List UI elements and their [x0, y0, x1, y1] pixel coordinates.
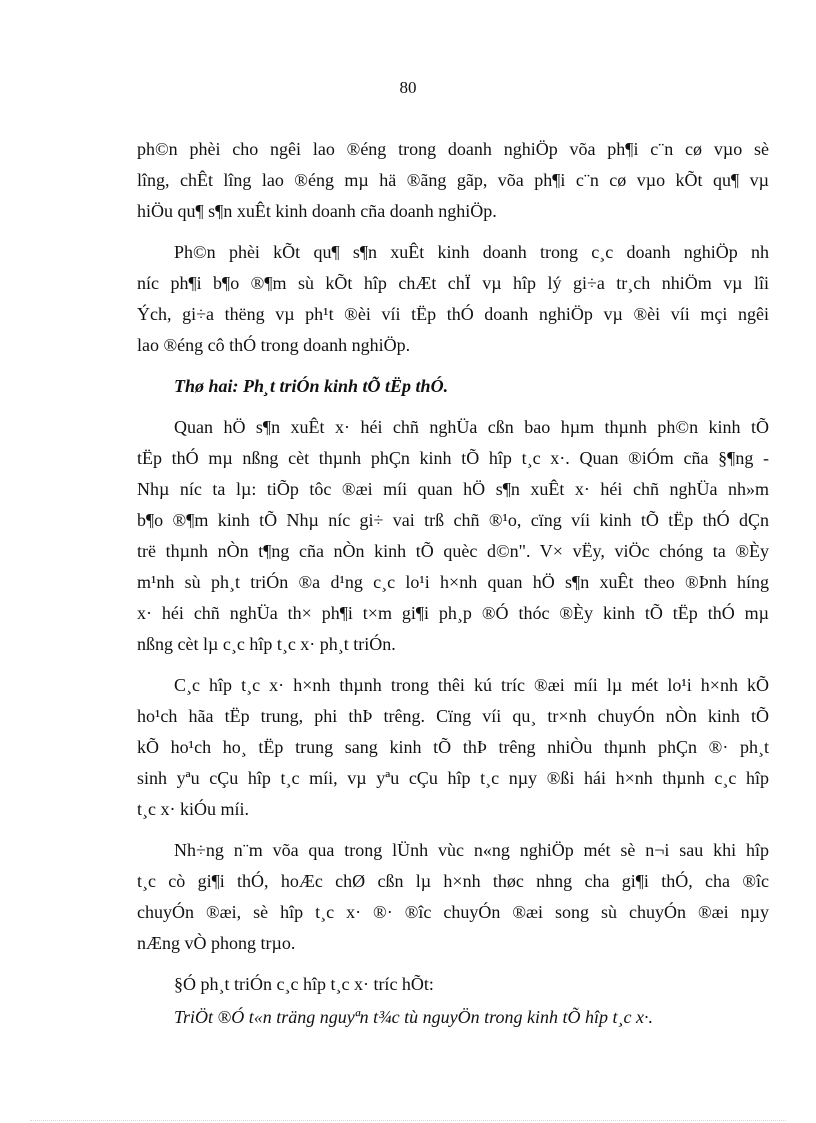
text-line: níc ph¶i b¶o ®¶m sù kÕt hîp chÆt chÏ vµ hîp lý gi÷a tr¸ch nhiÖm vµ lîi: [137, 273, 769, 293]
paragraph-7: TriÖt ®Ó t«n träng nguyªn t¾c tù nguyÖn trong kinh tÕ hîp t¸c x·.: [174, 1007, 653, 1027]
text-line: nßng cèt lµ c¸c hîp t¸c x· ph¸t triÓn.: [137, 634, 396, 654]
page-number: 80: [399, 78, 417, 97]
paragraph-1: [137, 134, 769, 227]
page-bottom-divider: [30, 1120, 786, 1121]
text-line: b¶o ®¶m kinh tÕ Nhµ níc gi÷ vai trß chñ ®¹o, cïng víi kinh tÕ tËp thÓ dÇn: [137, 510, 769, 530]
document-body: [137, 134, 769, 1033]
text-line: tËp thÓ mµ nßng cèt thµnh phÇn kinh tÕ hîp t¸c x·. Quan ®iÓm cña §¶ng -: [137, 448, 769, 468]
text-line: Ých, gi÷a thëng vµ ph¹t ®èi víi tËp thÓ doanh nghiÖp vµ ®èi víi mçi ngêi: [137, 304, 769, 324]
text-line: Nhµ níc ta lµ: tiÕp tôc ®æi míi quan hÖ s¶n xuÊt x· héi chñ nghÜa nh»m: [137, 479, 769, 499]
text-line: t¸c cò gi¶i thÓ, hoÆc chØ cßn lµ h×nh thøc nhng cha gi¶i thÓ, cha ®îc: [137, 871, 769, 891]
text-line: x· héi chñ nghÜa th× ph¶i t×m gi¶i ph¸p ®Ó thóc ®Èy kinh tÕ tËp thÓ mµ: [137, 603, 769, 623]
text-line: hiÖu qu¶ s¶n xuÊt kinh doanh cña doanh nghiÖp.: [137, 201, 497, 221]
text-line: trë thµnh nÒn t¶ng cña nÒn kinh tÕ quèc d©n". V× vËy, viÖc chóng ta ®Èy: [137, 541, 769, 561]
text-line: lîng, chÊt lîng lao ®éng mµ hä ®ãng gãp, võa ph¶i c¨n cø vµo kÕt qu¶ vµ: [137, 170, 769, 190]
text-line: C¸c hîp t¸c x· h×nh thµnh trong thêi kú tríc ®æi míi lµ mét lo¹i h×nh kÕ: [174, 675, 769, 695]
text-line: nÆng vÒ phong trµo.: [137, 933, 296, 953]
text-line: t¸c x· kiÓu míi.: [137, 799, 249, 819]
paragraph-4: [137, 670, 769, 825]
text-line: lao ®éng cô thÓ trong doanh nghiÖp.: [137, 335, 411, 355]
paragraph-6: §Ó ph¸t triÓn c¸c hîp t¸c x· tríc hÕt:: [174, 974, 434, 994]
text-line: Ph©n phèi kÕt qu¶ s¶n xuÊt kinh doanh trong c¸c doanh nghiÖp nh: [174, 242, 769, 262]
text-line: Quan hÖ s¶n xuÊt x· héi chñ nghÜa cßn bao hµm thµnh ph©n kinh tÕ: [174, 417, 769, 437]
text-line: Nh÷ng n¨m võa qua trong lÜnh vùc n«ng nghiÖp mét sè n¬i sau khi hîp: [174, 840, 769, 860]
paragraph-3: [137, 412, 769, 660]
paragraph-5: [137, 835, 769, 959]
section-heading: Thø hai: Ph¸t triÓn kinh tÕ tËp thÓ.: [174, 376, 449, 396]
text-line: ho¹ch hãa tËp trung, phi thÞ trêng. Cïng víi qu¸ tr×nh chuyÓn nÒn kinh tÕ: [137, 706, 769, 726]
text-line: chuyÓn ®æi, sè hîp t¸c x· ®· ®îc chuyÓn ®æi song sù chuyÓn ®æi nµy: [137, 902, 769, 922]
text-line: ph©n phèi cho ngêi lao ®éng trong doanh nghiÖp võa ph¶i c¨n cø vµo sè: [137, 139, 769, 159]
paragraph-2: [137, 237, 769, 361]
text-line: kÕ ho¹ch ho¸ tËp trung sang kinh tÕ thÞ trêng nhiÒu thµnh phÇn ®· ph¸t: [137, 737, 769, 757]
text-line: m¹nh sù ph¸t triÓn ®a d¹ng c¸c lo¹i h×nh quan hÖ s¶n xuÊt theo ®Þnh híng: [137, 572, 769, 592]
text-line: sinh yªu cÇu hîp t¸c míi, vµ yªu cÇu hîp t¸c nµy ®ßi hái h×nh thµnh c¸c hîp: [137, 768, 769, 788]
